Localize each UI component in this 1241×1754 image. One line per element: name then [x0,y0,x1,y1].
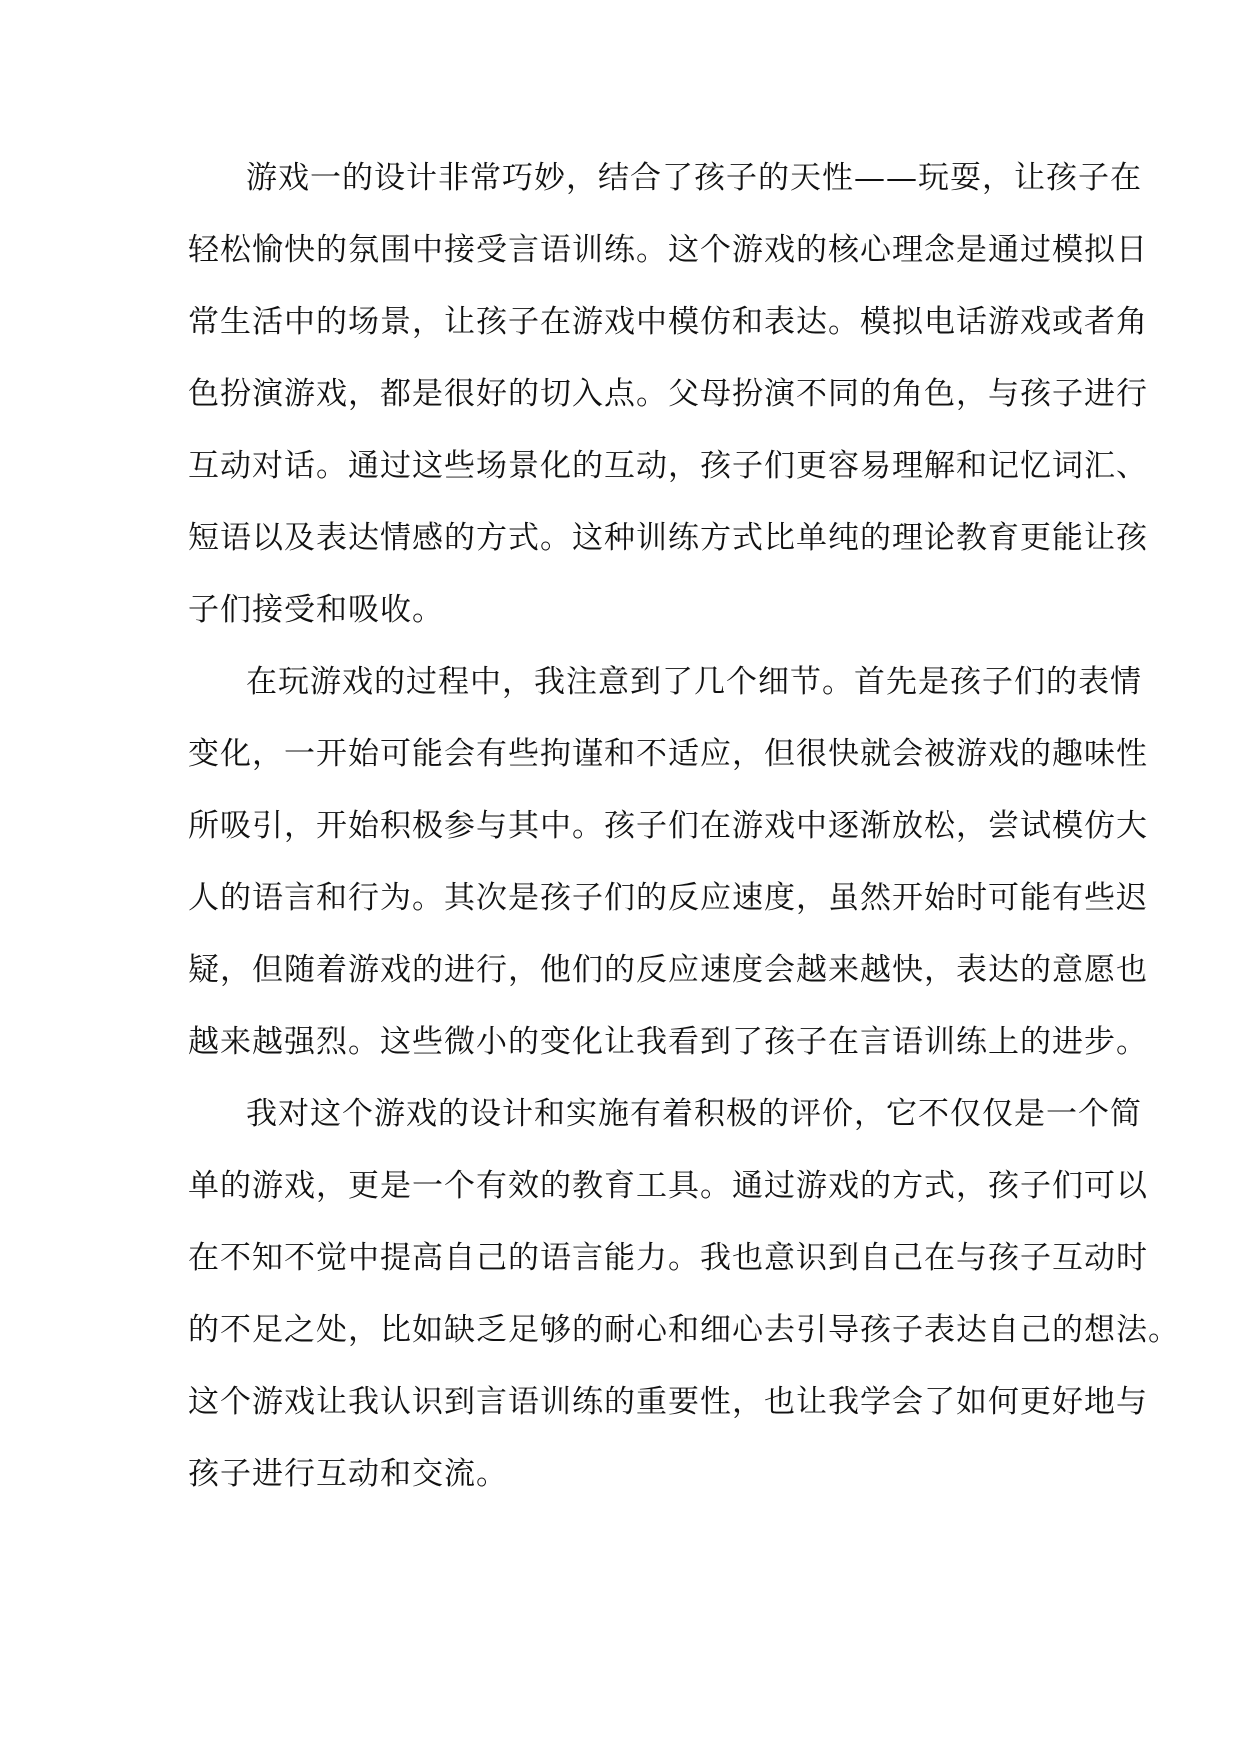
paragraph-3-line-5: 这个游戏让我认识到言语训练的重要性，也让我学会了如何更好地与 [188,1384,1148,1420]
paragraph-1-line-7: 子们接受和吸收。 [188,592,444,628]
paragraph-1-line-3: 常生活中的场景，让孩子在游戏中模仿和表达。模拟电话游戏或者角 [188,304,1148,340]
paragraph-2-line-1: 在玩游戏的过程中，我注意到了几个细节。首先是孩子们的表情 [246,664,1142,700]
paragraph-1-line-4: 色扮演游戏，都是很好的切入点。父母扮演不同的角色，与孩子进行 [188,376,1148,412]
paragraph-3-line-3: 在不知不觉中提高自己的语言能力。我也意识到自己在与孩子互动时 [188,1240,1148,1276]
paragraph-1-line-6: 短语以及表达情感的方式。这种训练方式比单纯的理论教育更能让孩 [188,520,1148,556]
document-body [188,148,1180,1516]
paragraph-3-line-1: 我对这个游戏的设计和实施有着积极的评价，它不仅仅是一个简 [246,1096,1142,1132]
paragraph-2-line-2: 变化，一开始可能会有些拘谨和不适应，但很快就会被游戏的趣味性 [188,736,1148,772]
paragraph-2-line-6: 越来越强烈。这些微小的变化让我看到了孩子在言语训练上的进步。 [188,1024,1148,1060]
paragraph-3-line-2: 单的游戏，更是一个有效的教育工具。通过游戏的方式，孩子们可以 [188,1168,1148,1204]
paragraph-3 [188,1084,1180,1516]
paragraph-2-line-3: 所吸引，开始积极参与其中。孩子们在游戏中逐渐放松，尝试模仿大 [188,808,1148,844]
paragraph-2-line-4: 人的语言和行为。其次是孩子们的反应速度，虽然开始时可能有些迟 [188,880,1148,916]
paragraph-1-line-1: 游戏一的设计非常巧妙，结合了孩子的天性——玩耍，让孩子在 [246,160,1142,196]
paragraph-1 [188,148,1148,652]
paragraph-1-line-2: 轻松愉快的氛围中接受言语训练。这个游戏的核心理念是通过模拟日 [188,232,1148,268]
paragraph-3-line-6: 孩子进行互动和交流。 [188,1456,508,1492]
paragraph-2-line-5: 疑，但随着游戏的进行，他们的反应速度会越来越快，表达的意愿也 [188,952,1148,988]
paragraph-1-line-5: 互动对话。通过这些场景化的互动，孩子们更容易理解和记忆词汇、 [188,448,1148,484]
paragraph-3-line-4: 的不足之处，比如缺乏足够的耐心和细心去引导孩子表达自己的想法。 [188,1312,1180,1348]
paragraph-2 [188,652,1148,1084]
